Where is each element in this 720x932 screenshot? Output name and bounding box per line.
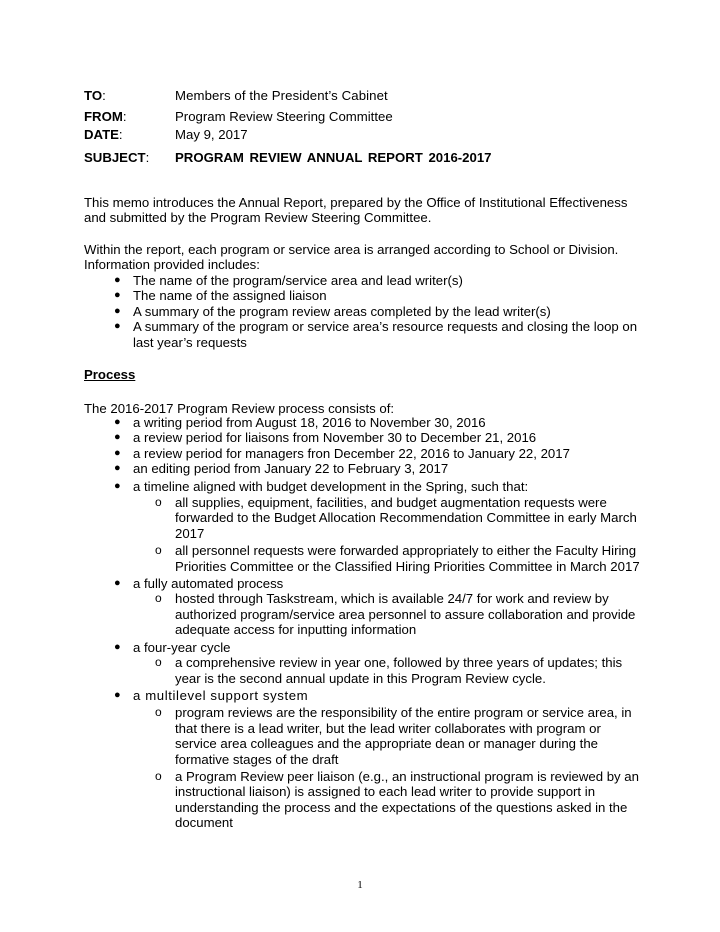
sub-list-item: o a Program Review peer liaison (e.g., an instructional program is reviewed by an instructional liaison) is assigned to each lead writer to provide support in understanding the process and the expectations of the questions asked in the document [155,768,639,831]
list-item: ● A summary of the program or service area’s resource requests and closing the loop on last year’s requests [114,319,638,350]
date-label: DATE [84,127,119,142]
bullet-icon: ● [114,688,121,701]
circle-bullet-icon: o [155,768,162,783]
process-heading: Process [84,367,136,382]
intro-paragraph: This memo introduces the Annual Report, prepared by the Office of Institutional Effectiveness and submitted by the Program Review Steering Committee. [84,195,628,226]
memo-page: TO: Members of the President’s Cabinet FROM: Program Review Steering Committee DATE: May 9, 2017 SUBJECT: PROGRAM REVIEW ANNUAL REPORT 2016-2017 This memo introduces the Annual Report, prepared by the Office of Institutional Effectiveness and submitted by the Program Review Steering Committee. Within the report, each program or service area is arranged according to School or Division. Information provided includes: ● The name of the program/service area and lead writer(s) ● The name of the assigned liaison ● A summary of the program review areas completed by the lead writer(s) ● A summary of the program or service area’s resource requests and closing the loop on last year’s requests Process The 2016-2017 Program Review process consists of: ● a writing period from August 18, 2016 to November 30, 2016 ● a review period for liaisons from November 30 to December 21, 2016 ● a review period for managers fron December 22, 2016 to January 22, 2017 ● an editing period from January 22 to February 3, 2017 ● a timeline aligned with budget development in the Spring, such that: o all supplies, equipment, facilities, and budget augmentation requests were forwarded to the Budget Allocation Recommendation Committee in early March 2017 o all personnel requests were forwarded appropriately to either the Faculty Hiring Priorities Committee or the Classified Hiring Priorities Committee in March 2017 ● a fully automated process o hosted through Taskstream, which is available 24/7 for work and review by authorized program/service area personnel to assure collaboration and provide adequate access for inputting information ● a four-year cycle o a comprehensive review in year one, followed by three years of updates; this year is the second annual update in this Program Review cycle. ● a multilevel support system o program reviews are the responsibility of the entire program or service area, in that there is a lead writer, but the lead writer collaborates with program or service area colleagues and the appropriate dean or manager during the formative stages of the draft o a Program Review peer liaison (e.g., an instructional program is reviewed by an instructional liaison) is assigned to each lead writer to provide support in understanding the process and the expectations of the questions asked in the document 1 [0,0,720,932]
process-list [84,415,644,831]
list-item: ● The name of the program/service area and lead writer(s) [114,273,463,288]
list-item: ● A summary of the program review areas completed by the lead writer(s) [114,303,551,319]
bullet-icon: ● [114,416,121,428]
within-paragraph: Within the report, each program or service area is arranged according to School or Division. Information provided includes: [84,242,619,273]
sub-list [133,705,644,830]
sub-list-item: o hosted through Taskstream, which is available 24/7 for work and review by authorized program/service area personnel to assure collaboration and provide adequate access for inputting information [155,591,636,638]
list-item: ● a writing period from August 18, 2016 to November 30, 2016 [114,415,486,430]
from-label: FROM [84,109,123,124]
list-item: ● a fully automated process o hosted through Taskstream, which is available 24/7 for work and review by authorized program/service area personnel to assure collaboration and provide adequate access for inputting information [84,576,644,638]
sub-list-item: o a comprehensive review in year one, followed by three years of updates; this year is the second annual update in this Program Review cycle. [155,655,623,686]
bullet-icon: ● [114,289,121,302]
bullet-icon: ● [114,577,121,590]
to-value: Members of the President’s Cabinet [175,88,388,103]
list-item: ● a review period for managers fron December 22, 2016 to January 22, 2017 [114,445,570,461]
list-item: ● The name of the assigned liaison [114,288,327,304]
sub-list-item: o all supplies, equipment, facilities, and budget augmentation requests were forwarded to the Budget Allocation Recommendation Committee in early March 2017 [155,495,637,541]
page-number: 1 [357,879,363,891]
sub-list-item: o program reviews are the responsibility of the entire program or service area, in that there is a lead writer, but the lead writer collaborates with program or service area colleagues and the appropriate dean or manager during the formative stages of the draft [155,705,632,767]
bullet-icon: ● [114,640,121,653]
circle-bullet-icon: o [155,655,162,670]
bullet-icon: ● [114,304,121,317]
circle-bullet-icon: o [155,495,162,510]
sub-list [133,495,644,574]
bullet-icon: ● [114,320,121,333]
bullet-icon: ● [114,431,121,444]
process-intro: The 2016-2017 Program Review process consists of: [84,401,395,416]
sub-list-item: o all personnel requests were forwarded appropriately to either the Faculty Hiring Priorities Committee or the Classified Hiring Priorities Committee in March 2017 [155,543,640,574]
sub-list [133,655,644,686]
within-list [84,273,644,350]
list-item: ● a multilevel support system o program reviews are the responsibility of the entire program or service area, in that there is a lead writer, but the lead writer collaborates with program or service area colleagues and the appropriate dean or manager during the formative stages of the draft o a Program Review peer liaison (e.g., an instructional program is reviewed by an instructional liaison) is assigned to each lead writer to provide support in understanding the process and the expectations of the questions asked in the document [84,688,644,831]
circle-bullet-icon: o [155,543,162,558]
to-label: TO [84,88,103,103]
subject-value: PROGRAM REVIEW ANNUAL REPORT 2016-2017 [175,150,492,165]
bullet-icon: ● [114,462,121,475]
from-value: Program Review Steering Committee [175,109,393,124]
date-value: May 9, 2017 [175,127,248,142]
bullet-icon: ● [114,479,121,492]
circle-bullet-icon: o [155,705,162,720]
list-item: ● a four-year cycle o a comprehensive review in year one, followed by three years of updates; this year is the second annual update in this Program Review cycle. [84,640,644,686]
bullet-icon: ● [114,274,121,286]
list-item: ● a review period for liaisons from November 30 to December 21, 2016 [114,430,537,446]
list-item: ● an editing period from January 22 to February 3, 2017 [114,461,449,477]
bullet-icon: ● [114,446,121,459]
sub-list [133,591,644,637]
circle-bullet-icon: o [155,591,162,606]
list-item: ● a timeline aligned with budget development in the Spring, such that: o all supplies, equipment, facilities, and budget augmentation requests were forwarded to the Budget Allocation Recommendation Committee in early March 2017 o all personnel requests were forwarded appropriately to either the Faculty Hiring Priorities Committee or the Classified Hiring Priorities Committee in March 2017 [84,479,644,574]
subject-label: SUBJECT [84,150,146,165]
